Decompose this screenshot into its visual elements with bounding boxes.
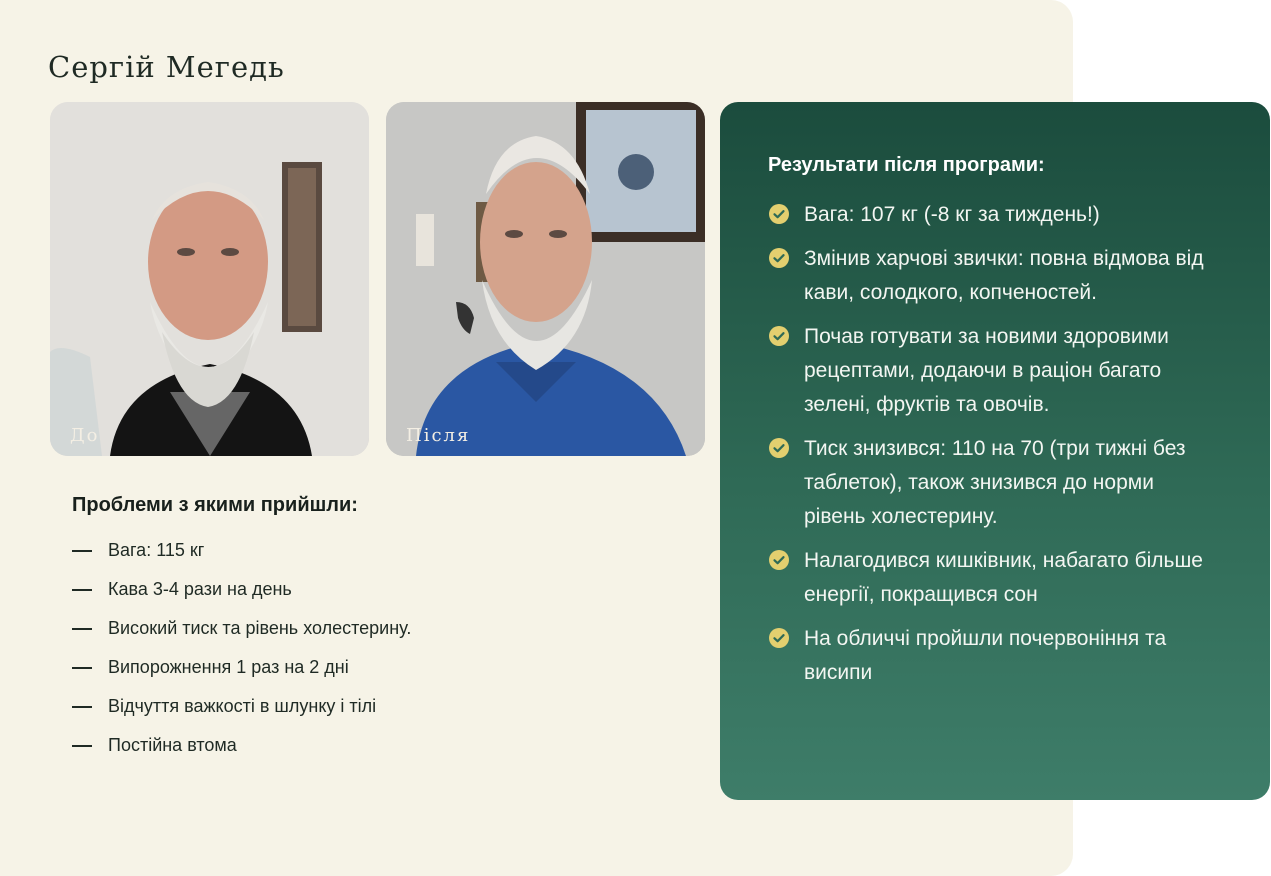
- problems-list: [72, 540, 411, 774]
- check-circle-icon: [768, 203, 790, 225]
- result-item: [768, 242, 1218, 310]
- problem-item: [72, 735, 411, 774]
- problem-text: Відчуття важкості в шлунку і тілі: [108, 696, 377, 716]
- dash-icon: [72, 706, 92, 708]
- result-text: Почав готувати за новими здоровими рецептами, додаючи в раціон багато зелені, фруктів та овочів.: [804, 325, 1169, 416]
- dash-icon: [72, 589, 92, 591]
- result-text: Тиск знизився: 110 на 70 (три тижні без таблеток), також знизився до норми рівень холестерину.: [804, 437, 1186, 528]
- problem-item: [72, 696, 411, 735]
- after-portrait-illustration: [386, 102, 705, 456]
- problem-text: Випорожнення 1 раз на 2 дні: [108, 657, 349, 677]
- results-panel: [720, 102, 1270, 800]
- dash-icon: [72, 628, 92, 630]
- after-caption: Після: [406, 425, 471, 446]
- after-photo: [386, 102, 705, 456]
- result-text: Вага: 107 кг (-8 кг за тиждень!): [804, 203, 1100, 226]
- check-circle-icon: [768, 437, 790, 459]
- check-circle-icon: [768, 549, 790, 571]
- problem-text: Вага: 115 кг: [108, 540, 205, 560]
- result-text: Налагодився кишківник, набагато більше енергії, покращився сон: [804, 549, 1203, 606]
- dash-icon: [72, 550, 92, 552]
- result-item: [768, 544, 1218, 612]
- problem-text: Постійна втома: [108, 735, 237, 755]
- result-item: [768, 198, 1218, 232]
- result-text: Змінив харчові звички: повна відмова від кави, солодкого, копченостей.: [804, 247, 1204, 304]
- problem-item: [72, 657, 411, 696]
- problem-item: [72, 540, 411, 579]
- result-text: На обличчі пройшли почервоніння та висипи: [804, 627, 1167, 684]
- problem-item: [72, 618, 411, 657]
- results-list: [768, 198, 1218, 700]
- check-circle-icon: [768, 325, 790, 347]
- problem-text: Високий тиск та рівень холестерину.: [108, 618, 412, 638]
- check-circle-icon: [768, 627, 790, 649]
- before-portrait-illustration: [50, 102, 369, 456]
- result-item: [768, 622, 1218, 690]
- check-circle-icon: [768, 247, 790, 269]
- problem-text: Кава 3-4 рази на день: [108, 579, 292, 599]
- result-item: [768, 432, 1218, 534]
- result-item: [768, 320, 1218, 422]
- dash-icon: [72, 745, 92, 747]
- problems-title: Проблеми з якими прийшли:: [72, 494, 358, 516]
- dash-icon: [72, 667, 92, 669]
- results-title: Результати після програми:: [768, 154, 1045, 176]
- person-name: Сергій Мегедь: [48, 50, 285, 84]
- before-caption: До: [70, 425, 100, 446]
- problem-item: [72, 579, 411, 618]
- before-photo: [50, 102, 369, 456]
